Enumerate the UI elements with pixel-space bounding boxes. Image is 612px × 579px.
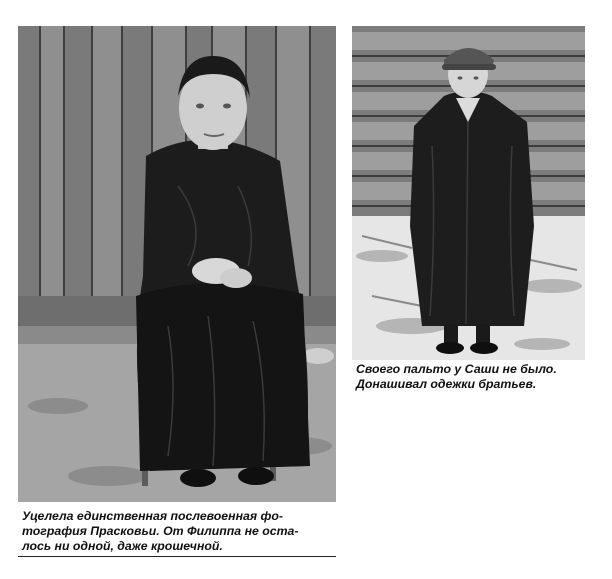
- photo-boy-in-coat: [352, 26, 585, 360]
- left-photo-caption: Уцелела единственная послевоенная фо- тография Прасковьи. От Филиппа не оста- лось ни одной, даже крошечной.: [22, 509, 299, 553]
- photo-woman-seated: [18, 26, 336, 502]
- right-photo-caption: Своего пальто у Саши не было. Донашивал одежки братьев.: [356, 362, 557, 391]
- caption-divider: [18, 556, 336, 557]
